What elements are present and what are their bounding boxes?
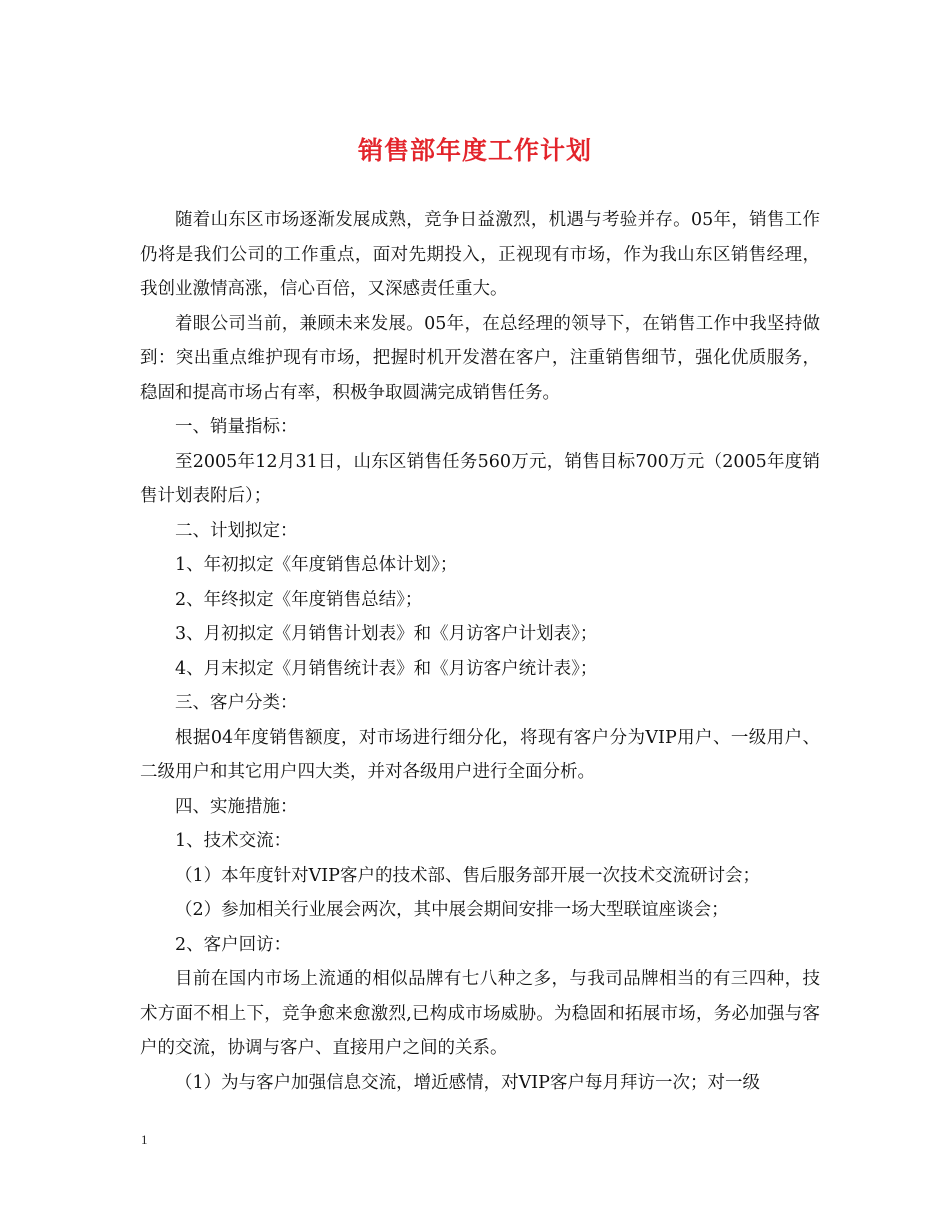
page-number: 1 [141, 1132, 148, 1147]
paragraph-market: 目前在国内市场上流通的相似品牌有七八种之多，与我司品牌相当的有三四种，技术方面不相上下，竞争愈来愈激烈,已构成市场威胁。为稳固和拓展市场，务必加强与客户的交流，协调与客户、直接用户之间的关系。 [140, 969, 820, 1058]
heading-plan: 二、计划拟定： [175, 520, 298, 541]
paragraph-sales-target: 至2005年12月31日，山东区销售任务560万元，销售目标700万元（2005年度销售计划表附后）； [140, 451, 820, 506]
document-body [140, 203, 820, 1100]
list-item: 1、年初拟定《年度销售总体计划》； [175, 555, 458, 575]
list-item: （1）本年度针对VIP客户的技术部、售后服务部开展一次技术交流研讨会； [175, 865, 760, 886]
heading-sales-target: 一、销量指标： [175, 417, 298, 437]
subheading-customer-visits: 2、客户回访： [175, 934, 292, 955]
paragraph-classification: 根据04年度销售额度，对市场进行细分化，将现有客户分为VIP用户、一级用户、二级用户和其它用户四大类，并对各级用户进行全面分析。 [140, 727, 820, 782]
list-item: （1）为与客户加强信息交流，增近感情，对VIP客户每月拜访一次；对一级 [175, 1072, 760, 1093]
subheading-tech-exchange: 1、技术交流： [175, 831, 292, 851]
document-title: 销售部年度工作计划 [357, 136, 592, 165]
heading-customer-classification: 三、客户分类： [175, 693, 298, 713]
list-item: 3、月初拟定《月销售计划表》和《月访客户计划表》； [175, 624, 598, 644]
heading-measures: 四、实施措施： [175, 796, 298, 817]
list-item: 2、年终拟定《年度销售总结》； [175, 589, 423, 610]
list-item: 4、月末拟定《月销售统计表》和《月访客户统计表》； [175, 658, 598, 679]
paragraph-focus: 着眼公司当前，兼顾未来发展。05年，在总经理的领导下，在销售工作中我坚持做到：突出重点维护现有市场，把握时机开发潜在客户，注重销售细节，强化优质服务，稳固和提高市场占有率，积极争取圆满完成销售任务。 [140, 313, 820, 403]
paragraph-intro: 随着山东区市场逐渐发展成熟，竞争日益激烈，机遇与考验并存。05年，销售工作仍将是我们公司的工作重点，面对先期投入，正视现有市场，作为我山东区销售经理，我创业激情高涨，信心百倍，又深感责任重大。 [140, 210, 820, 299]
list-item: （2）参加相关行业展会两次，其中展会期间安排一场大型联谊座谈会； [175, 900, 729, 920]
